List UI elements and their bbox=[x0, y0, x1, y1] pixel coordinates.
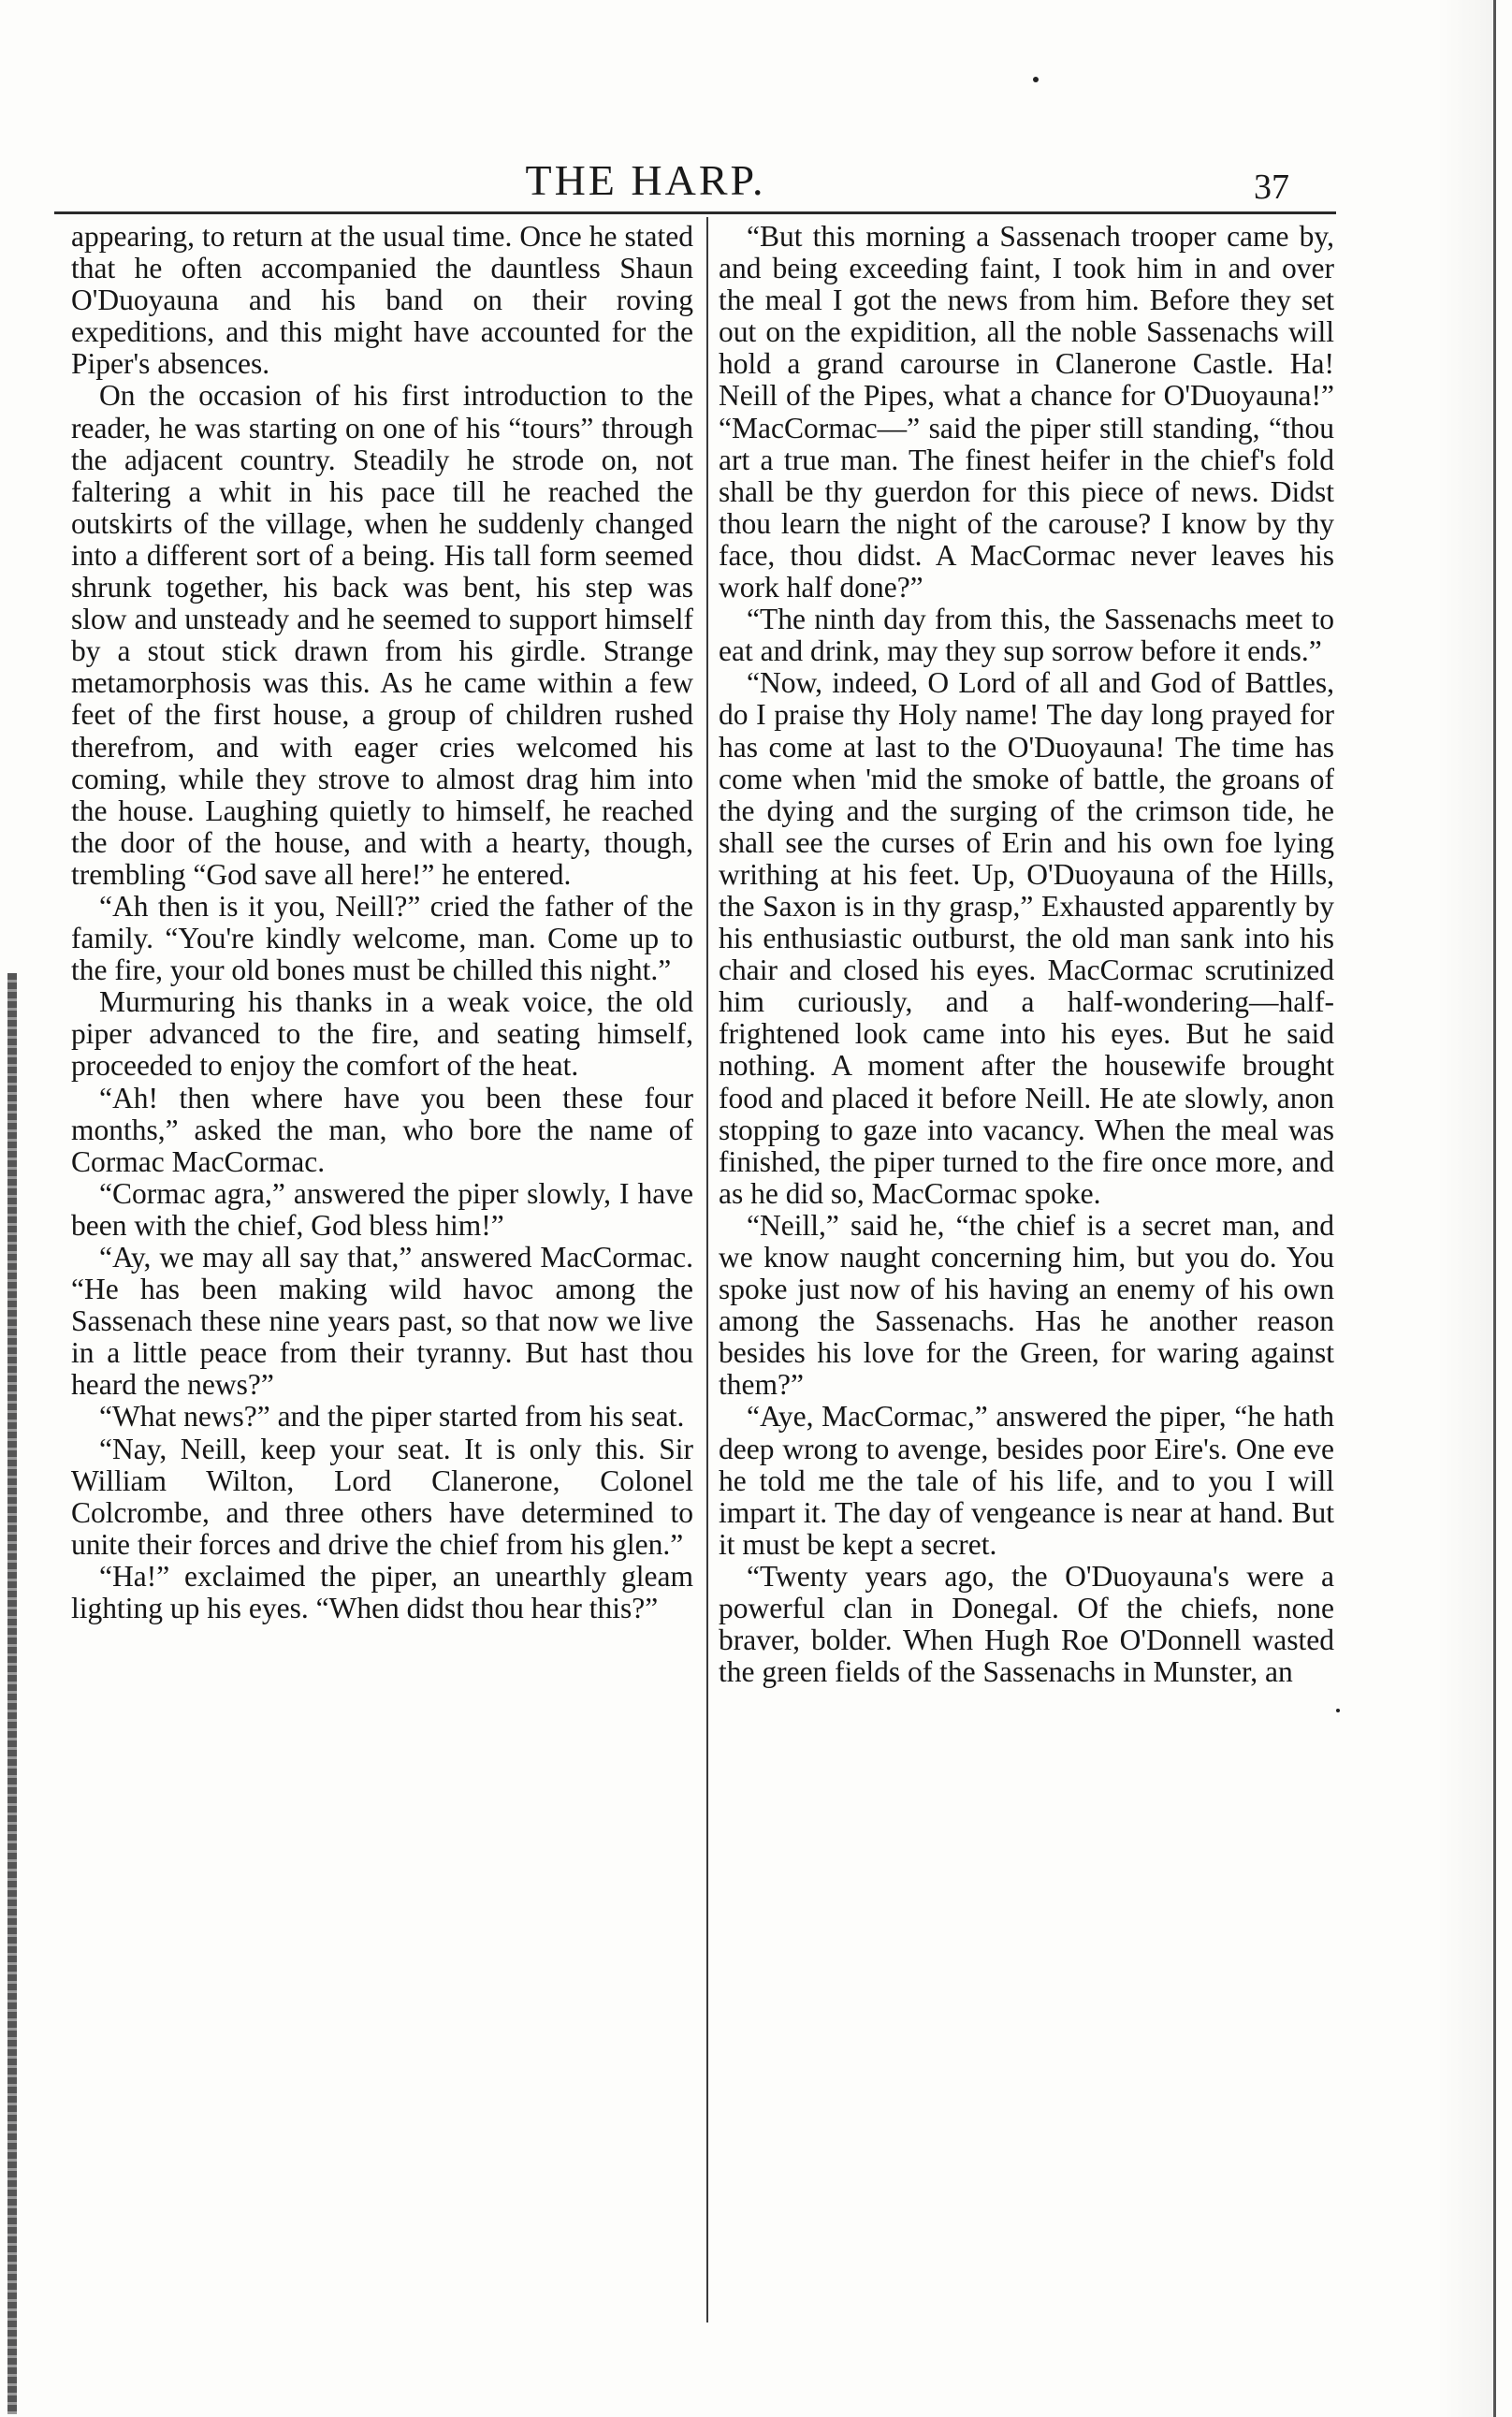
paragraph: “Neill,” said he, “the chief is a secret man, and we know naught concerning him, but you do. You spoke just now of his having an enemy of his own among the Sassenachs. Has he another reason besides his love for the Green, for waring against them?” bbox=[719, 1208, 1334, 1402]
left-column bbox=[71, 221, 693, 2392]
page-edge-shading bbox=[1437, 0, 1493, 2417]
paragraph: “Ay, we may all say that,” answered MacCormac. “He has been making wild havoc among the Sassenach these nine years past, so that now we live in a little peace from their tyranny. But hast thou heard the news?” bbox=[71, 1241, 693, 1402]
paragraph: “Ha!” exclaimed the piper, an unearthly gleam lighting up his eyes. “When didst thou hear this?” bbox=[71, 1559, 693, 1625]
paragraph: appearing, to return at the usual time. Once he stated that he often accompanied the dauntless Shaun O'Duoyauna and his band on their roving expeditions, and this might have accounted for the Piper's absences. bbox=[71, 221, 693, 381]
paragraph: “Ah then is it you, Neill?” cried the father of the family. “You're kindly welcome, man. Come up to the fire, your old bones must be chilled this night.” bbox=[71, 889, 693, 987]
paragraph: Murmuring his thanks in a weak voice, the old piper advanced to the fire, and seating himself, proceeded to enjoy the comfort of the heat. bbox=[71, 985, 693, 1083]
paragraph: “Now, indeed, O Lord of all and God of Battles, do I praise thy Holy name! The day long prayed for has come at last to the O'Duoyauna! The time has come when 'mid the smoke of battle, the groans of the dying and the surging of the crimson tide, he shall see the curses of Erin and his own foe lying writhing at his feet. Up, O'Duoyauna of the Hills, the Saxon is in thy grasp,” Exhausted apparently by his enthusiastic outburst, the old man sank into his chair and closed his eyes. MacCormac scrutinized him curiously, and a half-wondering—half-frightened look came into his eyes. But he said nothing. A moment after the housewife brought food and placed it before Neill. He ate slowly, anon stopping to gaze into vacancy. When the meal was finished, the piper turned to the fire once more, and as he did so, MacCormac spoke. bbox=[719, 666, 1334, 1210]
paragraph: “Twenty years ago, the O'Duoyauna's were a powerful clan in Donegal. Of the chiefs, none braver, bolder. When Hugh Roe O'Donnell wasted the green fields of the Sassenachs in Munster, an bbox=[719, 1559, 1334, 1689]
paragraph: “Cormac agra,” answered the piper slowly, I have been with the chief, God bless him!” bbox=[71, 1176, 693, 1242]
column-divider bbox=[706, 217, 708, 2322]
right-column bbox=[719, 221, 1334, 2392]
binding-edge bbox=[7, 973, 17, 2414]
header-rule bbox=[54, 211, 1336, 214]
page-edge-rule bbox=[1493, 0, 1496, 2417]
paragraph: On the occasion of his first introduction to the reader, he was starting on one of his “tours” through the adjacent country. Steadily he strode on, not faltering a whit in his pace till he reached the outskirts of the village, when he suddenly changed into a different sort of a being. His tall form seemed shrunk together, his back was bent, his step was slow and unsteady and he seemed to support himself by a stout stick drawn from his girdle. Strange metamorphosis was this. As he came within a few feet of the first house, a group of children rushed therefrom, and with eager cries welcomed his coming, while they strove to almost drag him into the house. Laughing quietly to himself, he reached the door of the house, and with a hearty, though, trembling “God save all here!” he entered. bbox=[71, 379, 693, 891]
running-title: THE HARP. bbox=[525, 156, 766, 204]
page-number: 37 bbox=[1254, 167, 1289, 207]
paragraph: “What news?” and the piper started from his seat. bbox=[99, 1400, 685, 1434]
ink-speck bbox=[1033, 77, 1039, 82]
paragraph: “But this morning a Sassenach trooper came by, and being exceeding faint, I took him in and over the meal I got the news from him. Before they set out on the expidition, all the noble Sassenachs will hold a grand carourse in Clanerone Castle. Ha! Neill of the Pipes, what a chance for O'Duoyauna!” “MacCormac—” said the piper still standing, “thou art a true man. The finest heifer in the chief's fold shall be thy guerdon for this piece of news. Didst thou learn the night of the carouse? I know by thy face, thou didst. A MacCormac never leaves his work half done?” bbox=[719, 221, 1334, 604]
paragraph: “Nay, Neill, keep your seat. It is only this. Sir William Wilton, Lord Clanerone, Colonel Colcrombe, and three others have determined to unite their forces and drive the chief from his glen.” bbox=[71, 1432, 693, 1561]
ink-speck bbox=[1336, 1709, 1340, 1712]
paragraph: “Ah! then where have you been these four months,” asked the man, who bore the name of Cormac MacCormac. bbox=[71, 1081, 693, 1178]
paragraph: “The ninth day from this, the Sassenachs meet to eat and drink, may they sup sorrow before it ends.” bbox=[719, 603, 1334, 668]
paragraph: “Aye, MacCormac,” answered the piper, “he hath deep wrong to avenge, besides poor Eire's. One eve he told me the tale of his life, and to you I will impart it. The day of vengeance is near at hand. But it must be kept a secret. bbox=[719, 1400, 1334, 1561]
